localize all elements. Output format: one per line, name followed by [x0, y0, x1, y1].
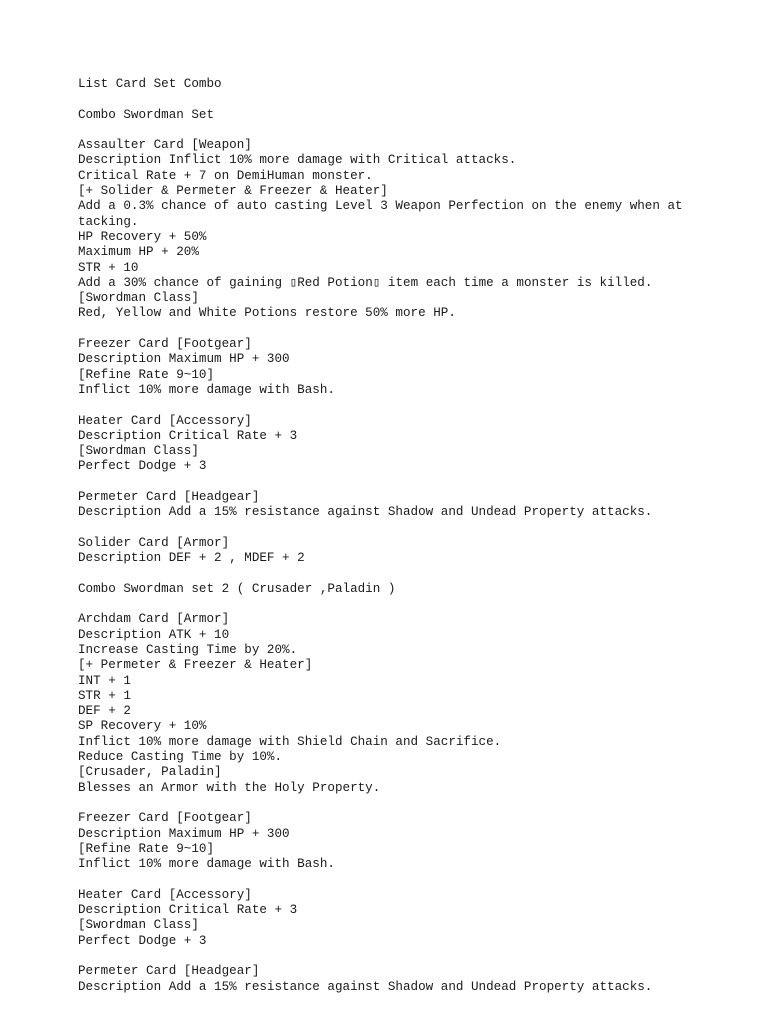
text-line: Perfect Dodge + 3	[78, 459, 207, 474]
text-line: Description Critical Rate + 3	[78, 903, 298, 918]
text-line: Maximum HP + 20%	[78, 245, 199, 260]
text-line: Freezer Card [Footgear]	[78, 811, 252, 826]
text-line: STR + 1	[78, 688, 131, 703]
text-line: Add a 30% chance of gaining ▯Red Potion▯ item each time a monster is killed.	[78, 275, 653, 290]
text-line: SP Recovery + 10%	[78, 719, 207, 734]
text-line: Inflict 10% more damage with Bash.	[78, 382, 335, 397]
blank-line	[78, 872, 758, 887]
blank-line	[78, 322, 758, 337]
text-line: Permeter Card [Headgear]	[78, 490, 260, 505]
text-line: Heater Card [Accessory]	[78, 887, 252, 902]
text-line: Description ATK + 10	[78, 627, 230, 642]
text-line: [Refine Rate 9~10]	[78, 367, 215, 382]
text-line: Description Maximum HP + 300	[78, 352, 290, 367]
text-line: [Crusader, Paladin]	[78, 765, 222, 780]
blank-line	[78, 92, 758, 107]
text-line: Combo Swordman set 2 ( Crusader ,Paladin )	[78, 581, 396, 596]
text-line: Heater Card [Accessory]	[78, 413, 252, 428]
text-line: Freezer Card [Footgear]	[78, 337, 252, 352]
text-line: Perfect Dodge + 3	[78, 933, 207, 948]
text-line: Critical Rate + 7 on DemiHuman monster.	[78, 168, 373, 183]
text-line: Red, Yellow and White Potions restore 50% more HP.	[78, 306, 456, 321]
text-line: List Card Set Combo	[78, 77, 222, 91]
text-line: Permeter Card [Headgear]	[78, 964, 260, 979]
text-line: Assaulter Card [Weapon]	[78, 138, 252, 153]
text-line: Description Add a 15% resistance against Shadow and Undead Property attacks.	[78, 979, 653, 994]
text-line: [Swordman Class]	[78, 918, 199, 933]
text-line: Description DEF + 2 , MDEF + 2	[78, 551, 305, 566]
blank-line	[78, 398, 758, 413]
blank-line	[78, 475, 758, 490]
text-line: [Swordman Class]	[78, 444, 199, 459]
blank-line	[78, 949, 758, 964]
text-line: Description Critical Rate + 3	[78, 428, 298, 443]
text-line: Archdam Card [Armor]	[78, 612, 230, 627]
text-line: Description Add a 15% resistance against Shadow and Undead Property attacks.	[78, 505, 653, 520]
blank-line	[78, 521, 758, 536]
text-line: Description Maximum HP + 300	[78, 826, 290, 841]
text-line: DEF + 2	[78, 704, 131, 719]
blank-line	[78, 597, 758, 612]
text-line: Combo Swordman Set	[78, 107, 215, 122]
text-line: [+ Solider & Permeter & Freezer & Heater]	[78, 184, 388, 199]
blank-line	[78, 567, 758, 582]
text-line: [Swordman Class]	[78, 291, 199, 306]
text-line: [+ Permeter & Freezer & Heater]	[78, 658, 313, 673]
blank-line	[78, 796, 758, 811]
text-line: tacking.	[78, 214, 139, 229]
text-line: Solider Card [Armor]	[78, 535, 230, 550]
text-line: Reduce Casting Time by 10%.	[78, 750, 283, 765]
text-line: Increase Casting Time by 20%.	[78, 642, 298, 657]
document-body	[78, 77, 758, 995]
text-line: Description Inflict 10% more damage with Critical attacks.	[78, 153, 517, 168]
text-line: [Refine Rate 9~10]	[78, 841, 215, 856]
text-line: Blesses an Armor with the Holy Property.	[78, 780, 381, 795]
text-line: Inflict 10% more damage with Bash.	[78, 857, 335, 872]
text-line: HP Recovery + 50%	[78, 229, 207, 244]
blank-line	[78, 123, 758, 138]
text-line: INT + 1	[78, 673, 131, 688]
text-line: Add a 0.3% chance of auto casting Level 3 Weapon Perfection on the enemy when at	[78, 199, 683, 214]
text-line: STR + 10	[78, 260, 139, 275]
text-line: Inflict 10% more damage with Shield Chain and Sacrifice.	[78, 734, 502, 749]
